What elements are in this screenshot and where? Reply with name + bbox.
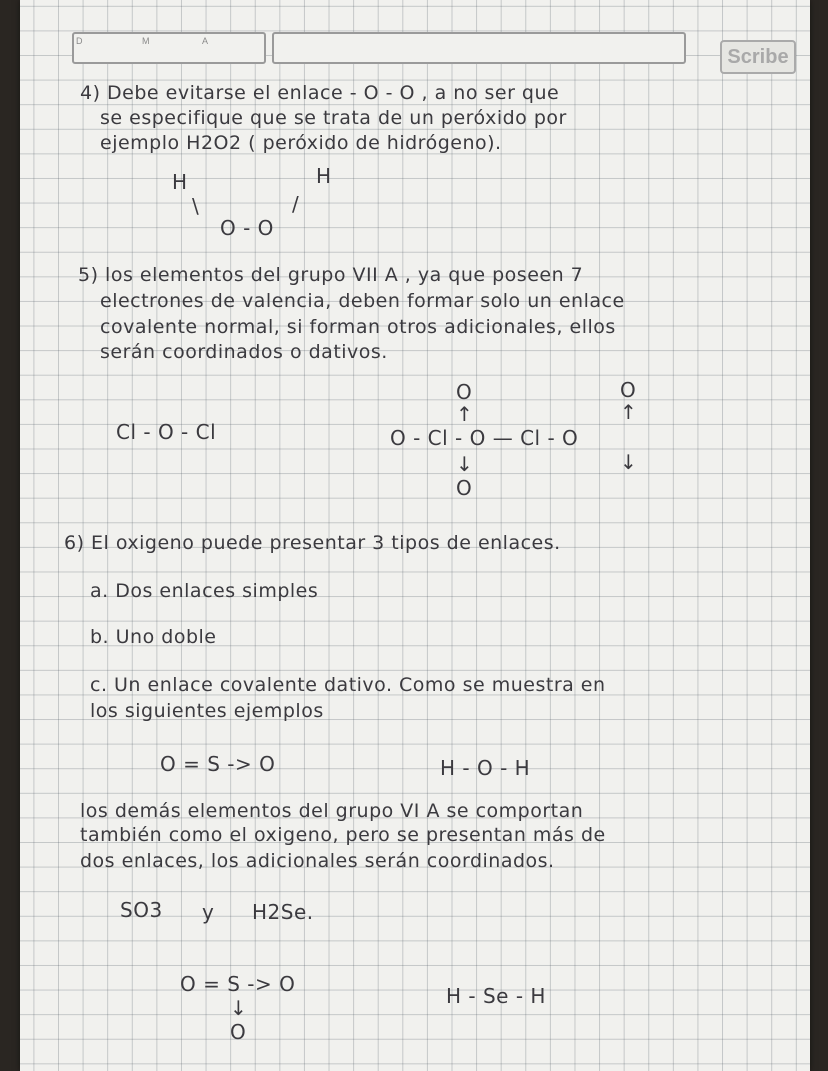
scribe-logo: Scribe (720, 40, 796, 74)
s4-bond-left: \ (192, 194, 200, 218)
s5-line-2: electrones de valencia, deben formar solo un enlace (100, 290, 625, 312)
s6-item-c: c. Un enlace covalente dativo. Como se muestra en (90, 674, 606, 696)
s7-line-2: también como el oxigeno, pero se presentan más de (80, 824, 606, 846)
s7-line-3: dos enlaces, los adicionales serán coordinados. (80, 850, 555, 872)
s5-line-3: covalente normal, si forman otros adicionales, ellos (100, 316, 616, 338)
s6-formula-right: H - O - H (440, 756, 531, 780)
s4-h-right: H (316, 164, 332, 188)
s7-down-arrow: ↓ (230, 996, 248, 1020)
s5-top-o-2: O (620, 378, 637, 402)
s6-item-c-cont: los siguientes ejemplos (90, 700, 324, 722)
s6-line-1: 6) El oxigeno puede presentar 3 tipos de enlaces. (64, 532, 561, 554)
date-year-label: A (202, 36, 209, 46)
notebook-page (20, 0, 810, 1071)
s4-line-2: se especifique que se trata de un peróxido por (100, 107, 567, 129)
s5-top-o-1: O (456, 380, 473, 404)
date-month-label: M (142, 36, 150, 46)
s5-formula-left: Cl - O - Cl (116, 420, 217, 444)
s7-example-a: SO3 (120, 898, 163, 922)
s5-down-arrow-2: ↓ (620, 450, 638, 474)
s7-formula-left: O = S -> O (180, 972, 296, 996)
s4-line-3: ejemplo H2O2 ( peróxido de hidrógeno). (100, 132, 502, 154)
s5-bottom-o-1: O (456, 476, 473, 500)
s4-h-left: H (172, 170, 188, 194)
s5-up-arrow-2: ↑ (620, 400, 638, 424)
s6-item-b: b. Uno doble (90, 626, 217, 648)
s7-example-y: y (202, 900, 215, 924)
s5-up-arrow-1: ↑ (456, 402, 474, 426)
s4-peroxide-core: O - O (220, 216, 274, 240)
title-box (272, 32, 686, 64)
date-day-label: D (76, 36, 83, 46)
s7-example-b: H2Se. (252, 900, 314, 924)
s7-bottom-o: O (230, 1020, 247, 1044)
s6-formula-left: O = S -> O (160, 752, 276, 776)
s6-item-a: a. Dos enlaces simples (90, 580, 319, 602)
s4-bond-right: / (292, 192, 300, 216)
s5-line-1: 5) los elementos del grupo VII A , ya que poseen 7 (78, 264, 584, 286)
s5-formula-main: O - Cl - O — Cl - O (390, 426, 579, 450)
s7-line-1: los demás elementos del grupo VI A se comportan (80, 800, 584, 822)
s5-down-arrow-1: ↓ (456, 452, 474, 476)
s7-formula-right: H - Se - H (446, 984, 546, 1008)
date-box (72, 32, 266, 64)
s5-line-4: serán coordinados o dativos. (100, 341, 388, 363)
s4-line-1: 4) Debe evitarse el enlace - O - O , a no ser que (80, 82, 560, 104)
